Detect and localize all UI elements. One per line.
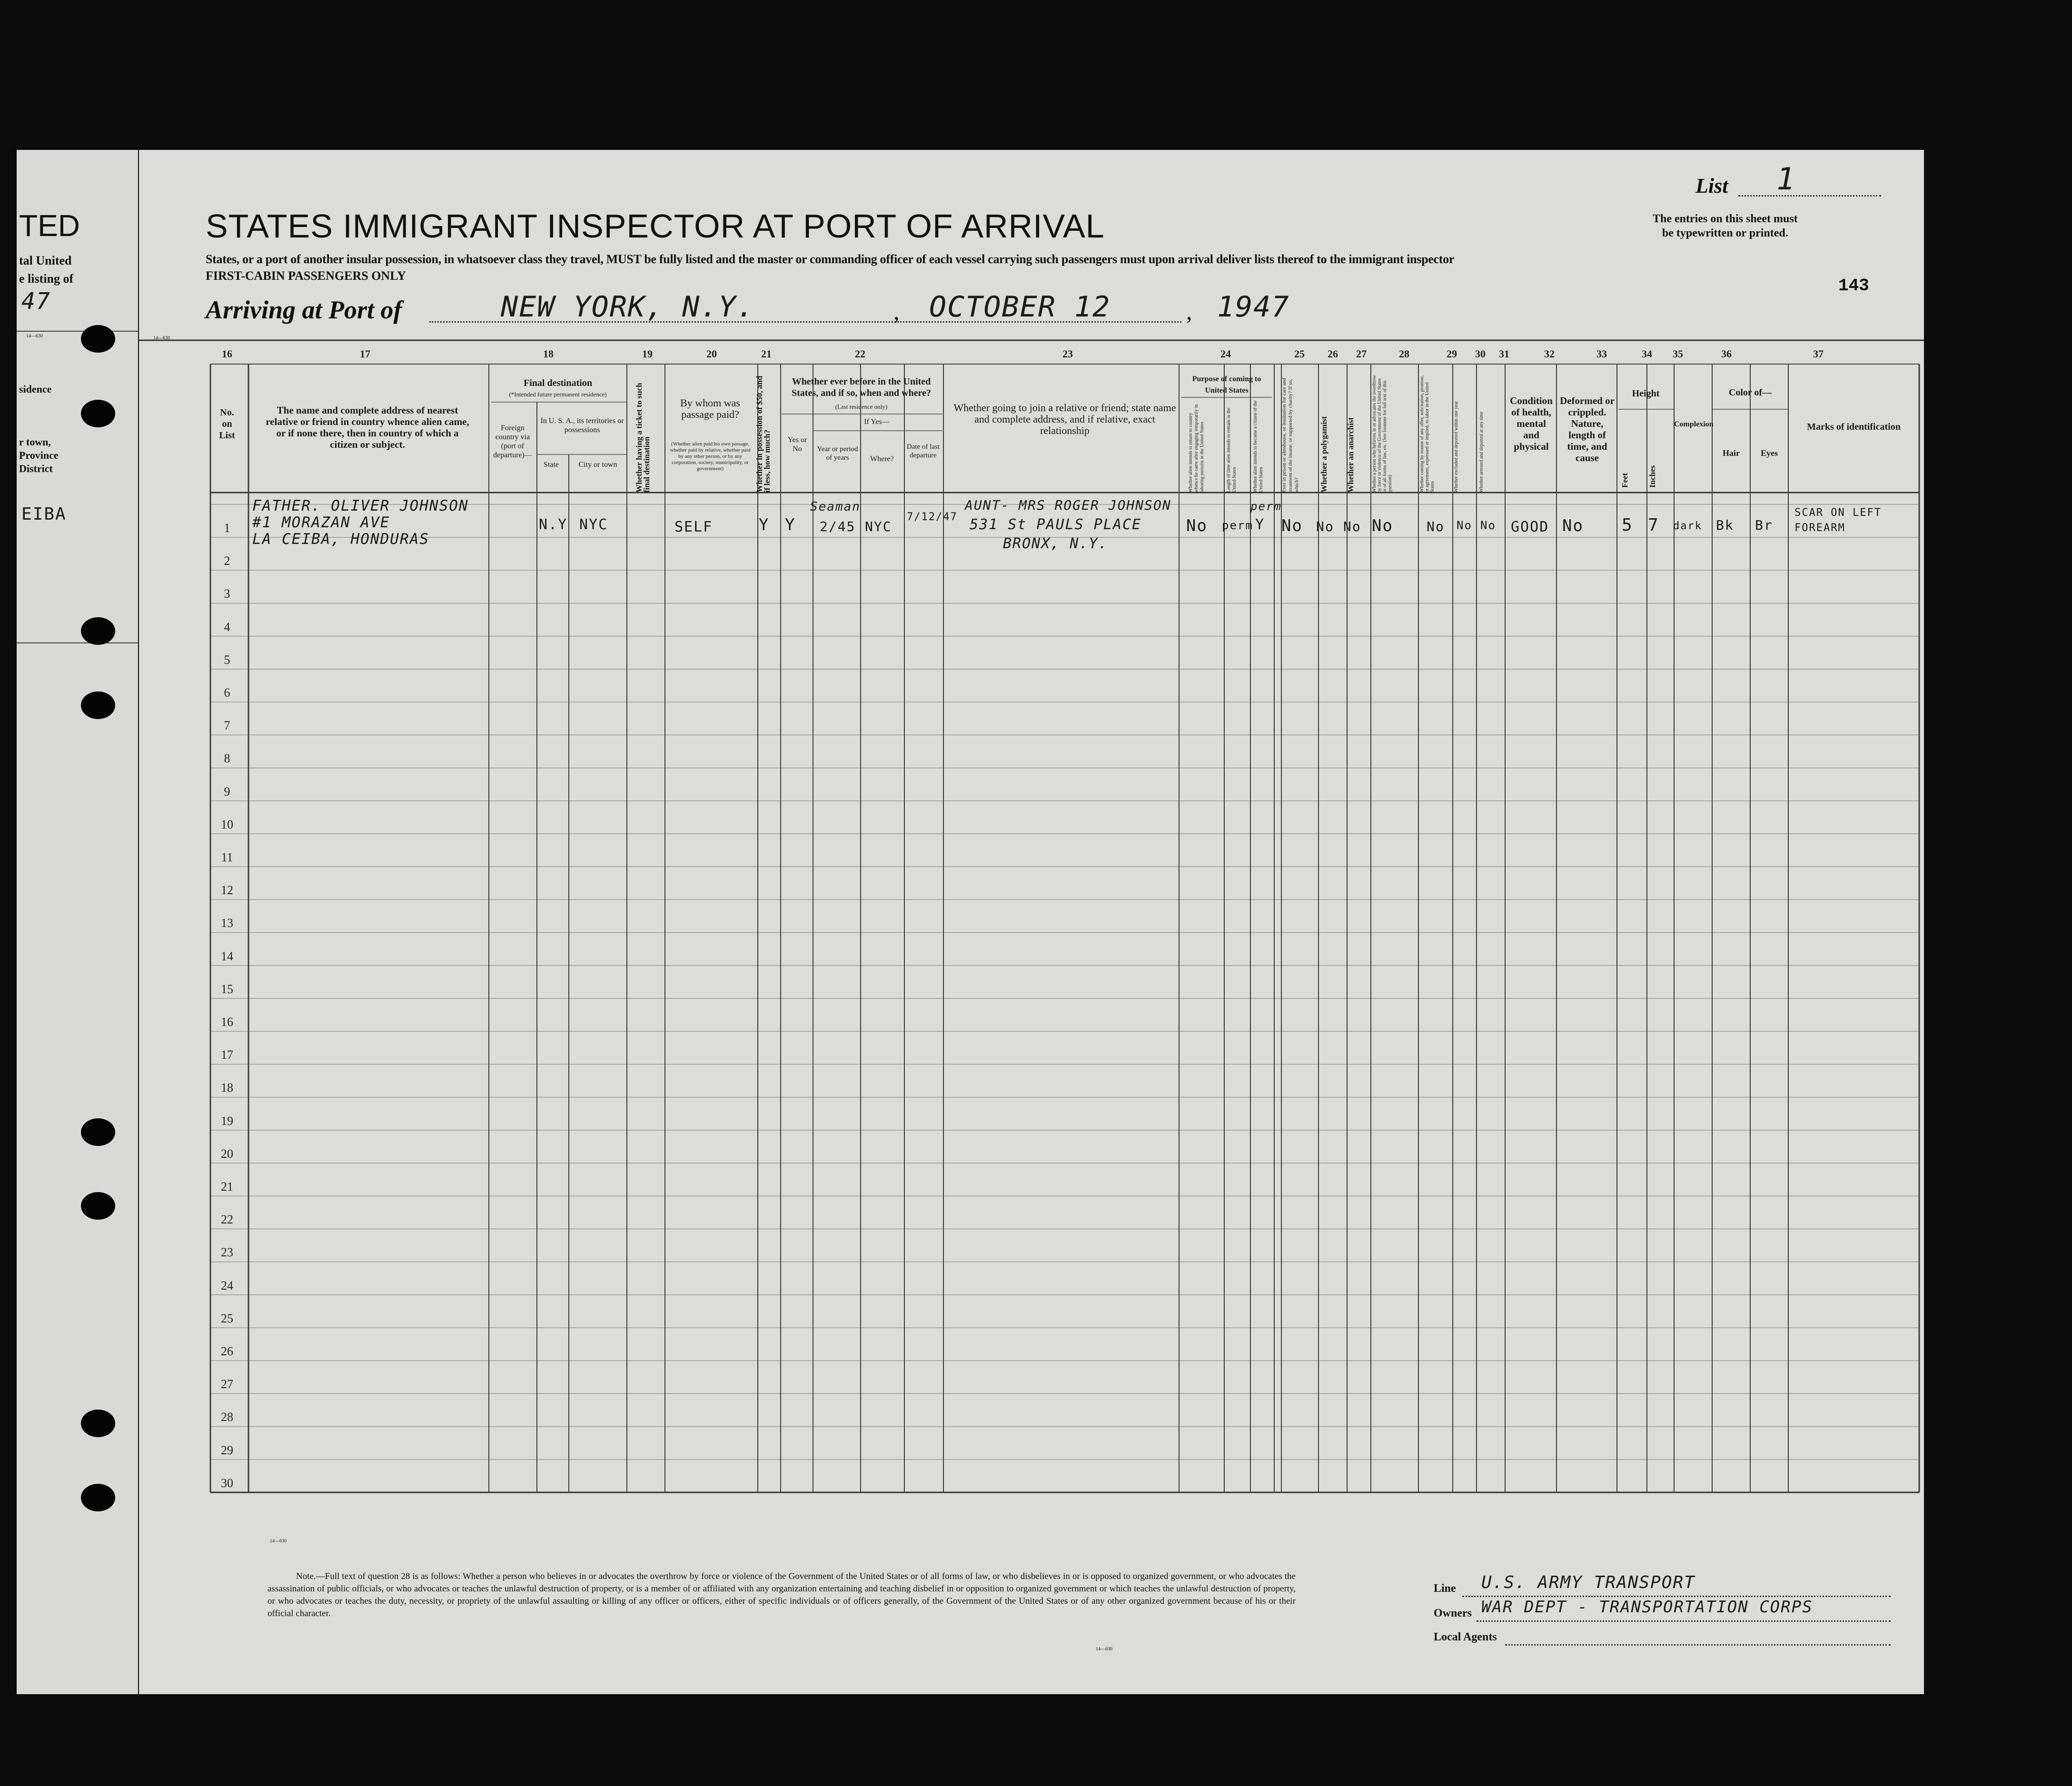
no-on-list-heading: No. on List — [219, 407, 235, 441]
list-label: List — [1695, 174, 1728, 197]
where-heading: Where? — [870, 455, 894, 463]
row-number: 25 — [221, 1311, 233, 1325]
column-number: 33 — [1596, 348, 1607, 360]
polygamist-heading: Whether a polygamist — [1319, 416, 1328, 493]
passage-heading: By whom was passage paid? — [680, 397, 740, 420]
join-relative-heading: Whether going to join a relative or friend; state name and complete address, and if relative, exact relationship — [953, 402, 1176, 436]
height-heading: Height — [1632, 388, 1660, 399]
final-destination-heading: Final destination — [524, 378, 592, 388]
arriving-label: Arriving at Port of — [206, 296, 402, 324]
column-number: 19 — [642, 348, 653, 360]
arrival-date: OCTOBER 12 — [929, 290, 1111, 324]
row-number: 29 — [221, 1443, 233, 1457]
join-line-2: 531 St PAULS PLACE — [970, 516, 1142, 533]
row-number: 13 — [221, 916, 233, 930]
row-number: 22 — [221, 1213, 233, 1227]
state-value: N.Y — [539, 516, 568, 533]
binder-hole — [81, 325, 115, 353]
form-code: 14—630 — [153, 335, 170, 341]
left-fragment-rule — [17, 331, 138, 332]
money-heading: Whether in possession of $50, and if less, how much? — [755, 375, 772, 493]
column-number: 22 — [855, 348, 865, 360]
ever-before-heading: Whether ever before in the United States, and if so, when and where? — [792, 376, 931, 398]
foreign-country-heading: Foreign country via (port of departure)— — [493, 424, 532, 459]
local-agents-label: Local Agents — [1434, 1631, 1497, 1643]
usa-heading: In U. S. A., its territories or possessions — [540, 417, 624, 434]
excluded-heading: Whether excluded and deported within one year — [1454, 401, 1459, 493]
column-number: 36 — [1721, 348, 1732, 360]
left-fragment-title: TED — [19, 208, 80, 243]
paid-by-value: SELF — [674, 519, 713, 535]
row-number: 16 — [221, 1015, 233, 1029]
row-number: 10 — [221, 817, 233, 831]
column-number: 17 — [360, 348, 370, 360]
left-fragment-column-sub: r town, Province District — [19, 436, 59, 474]
column-number: 31 — [1499, 348, 1509, 360]
row-number: 23 — [221, 1245, 233, 1260]
eyes-value: Br — [1755, 517, 1773, 533]
column-number: 27 — [1356, 348, 1367, 360]
arrival-year: 1947 — [1217, 290, 1290, 324]
purpose-heading: Purpose of coming to United States — [1192, 375, 1261, 395]
deformed-value: No — [1562, 516, 1584, 535]
color-of-heading: Color of— — [1728, 387, 1772, 398]
row-number: 26 — [221, 1344, 233, 1358]
comma: , — [1186, 298, 1192, 325]
row-number: 9 — [224, 784, 230, 799]
arrested-value: No — [1480, 519, 1496, 532]
binder-hole — [81, 400, 115, 427]
marks-line-2: FOREARM — [1794, 522, 1845, 534]
health-value: GOOD — [1511, 519, 1549, 535]
anarchist-heading: Whether an anarchist — [1346, 417, 1355, 493]
money-value: Y — [759, 515, 770, 534]
eyes-heading: Eyes — [1761, 448, 1778, 458]
left-fragment-rule — [17, 642, 138, 643]
row-number: 17 — [221, 1048, 233, 1062]
excluded-value: No — [1457, 519, 1472, 532]
row-number: 14 — [221, 949, 233, 963]
owners-value: WAR DEPT - TRANSPORTATION CORPS — [1481, 1598, 1813, 1617]
column-number: 26 — [1328, 348, 1338, 360]
left-fragment-line: e listing of — [19, 272, 74, 286]
grid-vertical-lines — [210, 364, 1919, 1492]
line-rule — [1462, 1596, 1891, 1597]
column-number: 32 — [1544, 348, 1555, 360]
deformed-heading: Deformed or crippled. Nature, length of time, and cause — [1560, 395, 1615, 464]
column-number: 37 — [1813, 348, 1824, 360]
manifest-grid — [139, 150, 1924, 1694]
binder-hole — [81, 1410, 115, 1437]
row-number: 19 — [221, 1114, 233, 1128]
column-number: 25 — [1294, 348, 1305, 360]
grid-form-code: 14—630 — [270, 1539, 287, 1544]
if-yes-heading: If Yes— — [864, 418, 890, 426]
header-class: FIRST-CABIN PASSENGERS ONLY — [206, 269, 406, 283]
column-number: 21 — [761, 348, 772, 360]
left-page-fragment — [17, 150, 138, 1694]
page-number: 143 — [1838, 276, 1869, 296]
ever-before-note: (Last residence only) — [835, 403, 888, 410]
join-line-3: BRONX, N.Y. — [1003, 535, 1108, 552]
binder-hole — [81, 691, 115, 719]
row-number: 28 — [221, 1410, 233, 1424]
row-number: 2 — [224, 554, 230, 568]
purpose-return-heading: Whether alien intends to return to country whence he came after engaging temporarily in laboring pursuits in the United States — [1188, 404, 1205, 493]
manifest-sheet — [139, 150, 1924, 1694]
column-number: 34 — [1642, 348, 1652, 360]
left-fragment-entry: EIBA — [21, 504, 67, 524]
anarchist-value: No — [1343, 519, 1361, 534]
labor-offer-heading: Whether coming by reason of any offer, solicitation, promise, or agreement, expressed or implied, to labor in the United States — [1419, 375, 1435, 493]
column-number: 30 — [1475, 348, 1486, 360]
binder-hole — [81, 1484, 115, 1511]
complexion-heading: Complexion — [1674, 420, 1714, 428]
left-fragment-column-head: sidence — [19, 383, 52, 395]
row-number: 5 — [224, 652, 230, 667]
relative-line-2: #1 MORAZAN AVE — [252, 514, 390, 531]
hair-value: Bk — [1716, 517, 1734, 533]
left-fragment-line: tal United — [19, 254, 72, 267]
marks-line-1: SCAR ON LEFT — [1794, 507, 1882, 519]
relative-heading: The name and complete address of nearest relative or friend in country whence alien came, or if none there, then in country of which a citizen or subject. — [266, 405, 469, 450]
owners-rule — [1477, 1620, 1891, 1622]
passage-note: (Whether alien paid his own passage, whether paid by relative, whether paid by any other person, or by any corporation, society, municipality, or government) — [670, 441, 751, 472]
row-number: 21 — [221, 1180, 233, 1194]
return-value: No — [1186, 516, 1208, 535]
state-heading: State — [544, 461, 559, 469]
column-number: 23 — [1062, 348, 1073, 360]
arrival-port: NEW YORK, N.Y. — [501, 290, 755, 324]
column-number: 18 — [543, 348, 554, 360]
row-number: 1 — [224, 521, 230, 535]
overthrow-heading: Whether a person who believes in or advocates the overthrow by force or violence of the Government of the United States or of all forms of law, etc. (See footnote for full text of this question) — [1372, 375, 1393, 493]
footer-form-code: 14—630 — [1096, 1647, 1112, 1652]
row-number: 15 — [221, 982, 233, 996]
perm-note: perm — [1250, 500, 1282, 513]
row-number: 20 — [221, 1146, 233, 1161]
arrested-heading: Whether arrested and deported at any time — [1479, 412, 1484, 493]
row-number: 6 — [224, 686, 230, 700]
left-fragment-code: 14—630 — [26, 334, 43, 339]
complexion-value: dark — [1673, 520, 1702, 532]
prison-heading: Ever in prison or almshouse, or institution for care and treatment of the insane, or supported by charity? If so, which? — [1281, 378, 1299, 493]
header-instruction: States, or a port of another insular possession, in whatsoever class they travel, MUST be fully listed and the master or commanding officer of each vessel carrying such passengers must upon arrival deliver lists thereof to the immigrant inspector — [206, 252, 1455, 266]
where-value: NYC — [865, 519, 892, 534]
hair-heading: Hair — [1723, 448, 1740, 458]
row-number: 3 — [224, 587, 230, 601]
column-number: 16 — [222, 348, 232, 360]
year-heading: Year or period of years — [817, 445, 858, 462]
health-heading: Condition of health, mental and physical — [1510, 395, 1553, 452]
city-value: NYC — [579, 516, 608, 533]
page-title: STATES IMMIGRANT INSPECTOR AT PORT OF ARRIVAL — [206, 207, 1105, 245]
yes-no-heading: Yes or No — [787, 436, 807, 453]
row-number: 30 — [221, 1476, 233, 1490]
before-value: Y — [785, 515, 796, 534]
purpose-citizen-heading: Whether alien intends to become a citizen of the United States — [1253, 400, 1264, 493]
agents-rule — [1505, 1644, 1891, 1646]
join-line-1: AUNT- MRS ROGER JOHNSON — [965, 497, 1171, 513]
length-value: perm — [1222, 519, 1253, 532]
comma: , — [893, 298, 900, 325]
column-number: 24 — [1220, 348, 1231, 360]
relative-line-1: FATHER. OLIVER JOHNSON — [252, 497, 469, 514]
row-number: 4 — [224, 620, 230, 634]
inches-heading: Inches — [1648, 465, 1657, 488]
left-fragment-year: 47 — [21, 288, 51, 315]
row-number: 27 — [221, 1377, 233, 1391]
row-number: 11 — [221, 850, 233, 864]
column-number: 29 — [1447, 348, 1457, 360]
relative-line-3: LA CEIBA, HONDURAS — [252, 531, 429, 548]
seaman-note: Seaman — [810, 500, 861, 514]
column-number: 28 — [1399, 348, 1409, 360]
column-number: 35 — [1673, 348, 1683, 360]
row-number: 7 — [224, 719, 230, 733]
city-heading: City or town — [578, 461, 617, 469]
marks-heading: Marks of identification — [1807, 422, 1901, 432]
line-label: Line — [1434, 1582, 1456, 1595]
ticket-heading: Whether having a ticket to such final destination — [634, 383, 651, 493]
inches-value: 7 — [1648, 515, 1659, 535]
feet-heading: Feet — [1620, 473, 1629, 488]
purpose-length-heading: Length of time alien intends to remain in the United States — [1226, 407, 1237, 493]
row-number: 24 — [221, 1278, 233, 1293]
row-number: 12 — [221, 883, 233, 898]
list-number: 1 — [1776, 162, 1796, 197]
prison-value: No — [1281, 516, 1303, 535]
footnote-text: Note.—Full text of question 28 is as follows: Whether a person who believes in or advocates the overthrow by force or violence of the Government of the United States or of all forms of law, or who disbelieves in or is opposed to organized government, or who advocates the assassination of public officials, or who advocates or teaches the unlawful destruction of property, or is a member of or affiliated with any organization entertaining and teaching disbelief in or opposition to organized government or which teaches the unlawful destruction of property, or who advocates or teaches the duty, necessity, or propriety of the unlawful assaulting or killing of any officer or officers, either of specific individuals or of officers generally, of the Government of the United States or of any other organized government because of his or their official character. — [268, 1571, 1296, 1618]
row-number: 18 — [221, 1081, 233, 1095]
binder-hole — [81, 617, 115, 645]
typewritten-notice: The entries on this sheet must be typewritten or printed. — [1653, 213, 1798, 239]
line-value: U.S. ARMY TRANSPORT — [1481, 1573, 1695, 1592]
binder-hole — [81, 1192, 115, 1220]
feet-value: 5 — [1622, 515, 1633, 535]
binder-hole — [81, 1118, 115, 1146]
date-departure-heading: Date of last departure — [906, 443, 940, 459]
owners-label: Owners — [1434, 1607, 1472, 1619]
column-number: 20 — [706, 348, 717, 360]
years-value: 2/45 — [820, 519, 856, 534]
labor-value: No — [1427, 519, 1445, 534]
final-destination-note: (*Intended future permanent residence) — [509, 391, 607, 398]
citizen-value: Y — [1255, 516, 1265, 533]
polygamist-value: No — [1316, 519, 1334, 534]
departure-value: 7/12/47 — [907, 511, 958, 523]
overthrow-value: No — [1372, 516, 1393, 535]
row-number: 8 — [224, 751, 230, 766]
